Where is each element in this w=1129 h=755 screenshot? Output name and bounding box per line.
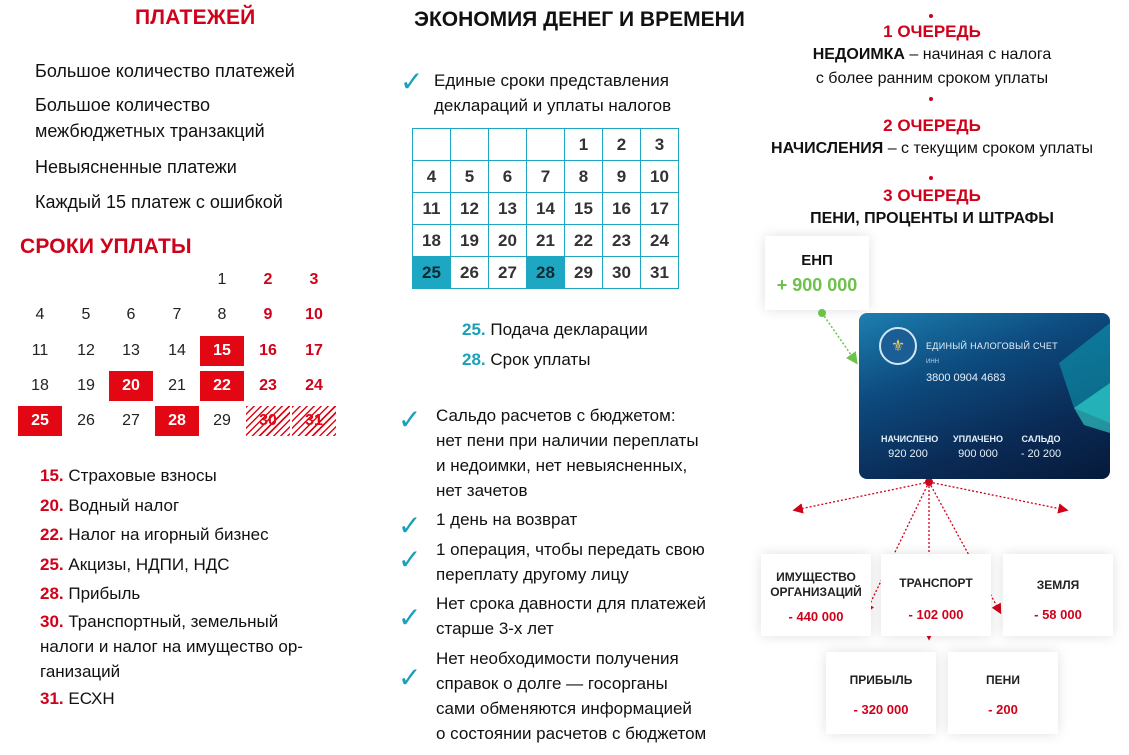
tax-account-card: [859, 313, 1110, 479]
calendar-cell: 24: [641, 225, 679, 257]
queue-1-label: 1 ОЧЕРЕДЬ: [883, 22, 981, 41]
card-col-label: САЛЬДО: [1021, 434, 1061, 444]
calendar-day: 1: [217, 271, 227, 288]
card-inn-label: ИНН: [926, 359, 939, 365]
check-icon: ✓: [398, 404, 422, 435]
card-col-label: НАЧИСЛЕНО: [881, 434, 939, 444]
calendar-day: 12: [77, 342, 95, 359]
box-label: ИМУЩЕСТВО: [776, 570, 856, 584]
box-label: ОРГАНИЗАЦИЙ: [770, 585, 862, 599]
calendar-cell: 1: [565, 129, 603, 161]
calendar-cell: 30: [603, 257, 641, 289]
point-line: Нет срока давности для платежей: [436, 594, 706, 613]
legend-item: 22. Налог на игорный бизнес: [40, 525, 269, 544]
calendar-day: 29: [213, 412, 231, 429]
box-value: - 440 000: [788, 609, 844, 624]
box-value: - 200: [988, 702, 1018, 717]
box-label: ЗЕМЛЯ: [1036, 578, 1080, 592]
calendar-day: 19: [77, 377, 95, 394]
box-label: ТРАНСПОРТ: [899, 576, 973, 590]
calendar-cell: 26: [451, 257, 489, 289]
legend-item: 20. Водный налог: [40, 495, 180, 515]
calendar-day: 9: [263, 306, 273, 323]
calendar-day: 10: [305, 306, 323, 323]
tax-box-transport: [881, 554, 991, 636]
point-line: Сальдо расчетов с бюджетом:: [436, 406, 676, 425]
card-col-value: 900 000: [958, 448, 998, 460]
check-icon: ✓: [398, 602, 422, 633]
calendar-cell: 12: [451, 193, 489, 225]
check-icon: ✓: [398, 544, 422, 575]
calendar-day: 11: [31, 342, 49, 359]
calendar-cell: 5: [451, 161, 489, 193]
deadlines-title: СРОКИ УПЛАТЫ: [20, 235, 192, 258]
calendar-day-hatched: 31: [292, 406, 336, 436]
queue-1-text-2: с более ранним сроком уплаты: [815, 70, 1049, 87]
calendar-day: 5: [81, 306, 91, 323]
problem-item: Большое количество платежей: [35, 61, 295, 81]
calendar-day: 3: [309, 271, 319, 288]
calendar-day: 17: [305, 342, 323, 359]
calendar-cell: 11: [413, 193, 451, 225]
calendar-day-highlight: 22: [200, 371, 244, 401]
calendar-day-highlight: 28: [155, 406, 199, 436]
queue-3-text: ПЕНИ, ПРОЦЕНТЫ И ШТРАФЫ: [810, 210, 1054, 227]
point-line: 1 операция, чтобы передать свою: [436, 540, 705, 559]
calendar-day-highlight: 20: [109, 371, 153, 401]
point-line: переплату другому лицу: [436, 565, 629, 584]
point-line: 1 день на возврат: [436, 510, 578, 529]
calendar-day: 4: [35, 306, 45, 323]
legend-item: ганизаций: [40, 661, 121, 681]
calendar-cell: 16: [603, 193, 641, 225]
legend-item: 28. Срок уплаты: [462, 349, 591, 369]
box-value: - 102 000: [908, 607, 964, 622]
calendar-cell: 14: [527, 193, 565, 225]
legend-item: 15. Страховые взносы: [40, 466, 217, 485]
calendar-cell-highlight: 25: [413, 257, 451, 289]
problem-line: Большое количество: [35, 95, 211, 115]
calendar-cell: 7: [527, 161, 565, 193]
check-icon: ✓: [400, 66, 424, 97]
calendar-cell: 31: [641, 257, 679, 289]
calendar-cell: 18: [413, 225, 451, 257]
calendar-cell: 2: [603, 129, 641, 161]
point-line: старше 3-х лет: [436, 619, 554, 638]
point-line: нет зачетов: [436, 481, 528, 500]
box-label: ПЕНИ: [986, 673, 1020, 687]
calendar-cell: 8: [565, 161, 603, 193]
calendar-day: 18: [31, 377, 49, 394]
box-label: ПРИБЫЛЬ: [849, 673, 913, 687]
problem-item: Каждый 15 платеж с ошибкой: [35, 192, 283, 212]
calendar-day-highlight: 15: [200, 336, 244, 366]
calendar-day: 8: [217, 306, 227, 323]
middle-title: ЭКОНОМИЯ ДЕНЕГ И ВРЕМЕНИ: [414, 8, 745, 31]
queue-2-text: НАЧИСЛЕНИЯ – с текущим сроком уплаты: [771, 140, 1093, 157]
card-col-value: - 20 200: [1020, 448, 1062, 460]
point-line: справок о долге — госорганы: [436, 674, 668, 693]
problem-item: Невыясненные платежи: [35, 157, 237, 177]
calendar-day-hatched: 30: [246, 406, 290, 436]
card-col-value: 920 200: [888, 448, 928, 460]
tax-box-land: [1003, 554, 1113, 636]
calendar-day: 21: [168, 377, 186, 394]
calendar-cell: 9: [603, 161, 641, 193]
queue-1-text: НЕДОИМКА – начиная с налога: [812, 46, 1052, 63]
card-title: ЕДИНЫЙ НАЛОГОВЫЙ СЧЕТ: [926, 341, 1058, 351]
point-line: деклараций и уплаты налогов: [434, 96, 672, 115]
check-icon: ✓: [398, 510, 422, 541]
legend-item: 25. Подача декларации: [462, 320, 648, 339]
legend-item: 25. Акцизы, НДПИ, НДС: [40, 554, 230, 574]
calendar-day-highlight: 25: [18, 406, 62, 436]
calendar-cell: 23: [603, 225, 641, 257]
calendar-day: 26: [77, 412, 95, 429]
calendar-cell: 29: [565, 257, 603, 289]
calendar-day: 24: [305, 377, 323, 394]
calendar-day: 14: [168, 342, 186, 359]
point-line: Единые сроки представления: [434, 71, 669, 90]
calendar-cell: 22: [565, 225, 603, 257]
card-inn: 3800 0904 4683: [926, 372, 1006, 384]
point-line: сами обменяются информацией: [436, 699, 692, 718]
calendar-cell: 21: [527, 225, 565, 257]
emblem-icon: ⚜: [879, 327, 917, 365]
calendar-cell: 19: [451, 225, 489, 257]
calendar-cell: 17: [641, 193, 679, 225]
point-line: Нет необходимости получения: [436, 649, 679, 668]
calendar-cell: 13: [489, 193, 527, 225]
problem-line: межбюджетных транзакций: [35, 121, 265, 141]
calendar-cell-highlight: 28: [527, 257, 565, 289]
calendar-cell: 27: [489, 257, 527, 289]
legend-item: 31. ЕСХН: [40, 688, 115, 708]
calendar-day: 7: [172, 306, 182, 323]
tax-box-profit: [826, 652, 936, 734]
calendar-day: 16: [259, 342, 277, 359]
point-line: и недоимки, нет невыясненных,: [436, 456, 688, 475]
calendar-cell: 3: [641, 129, 679, 161]
enp-value: + 900 000: [776, 275, 858, 295]
legend-item: 28. Прибыль: [40, 584, 141, 603]
calendar-cell: 4: [413, 161, 451, 193]
legend-item: налоги и налог на имущество ор-: [40, 636, 303, 656]
enp-label: ЕНП: [801, 252, 833, 269]
calendar-day: 27: [122, 412, 140, 429]
point-line: о состоянии расчетов с бюджетом: [436, 724, 707, 743]
calendar-cell: 20: [489, 225, 527, 257]
calendar-cell: 10: [641, 161, 679, 193]
left-title: ПЛАТЕЖЕЙ: [135, 6, 256, 29]
queue-2-label: 2 ОЧЕРЕДЬ: [883, 116, 981, 135]
point-line: нет пени при наличии переплаты: [436, 431, 699, 450]
calendar-day: 13: [122, 342, 140, 359]
calendar-day: 23: [259, 377, 277, 394]
calendar-day: 2: [263, 271, 273, 288]
calendar-cell: 6: [489, 161, 527, 193]
legend-item: 30. Транспортный, земельный: [40, 611, 279, 631]
box-value: - 58 000: [1034, 607, 1082, 622]
queue-3-label: 3 ОЧЕРЕДЬ: [883, 186, 981, 205]
tax-box-penalty: [948, 652, 1058, 734]
check-icon: ✓: [398, 662, 422, 693]
tax-box-property: [761, 554, 871, 636]
calendar-day: 6: [126, 306, 136, 323]
box-value: - 320 000: [853, 702, 909, 717]
calendar-cell: 15: [565, 193, 603, 225]
card-col-label: УПЛАЧЕНО: [952, 434, 1004, 444]
